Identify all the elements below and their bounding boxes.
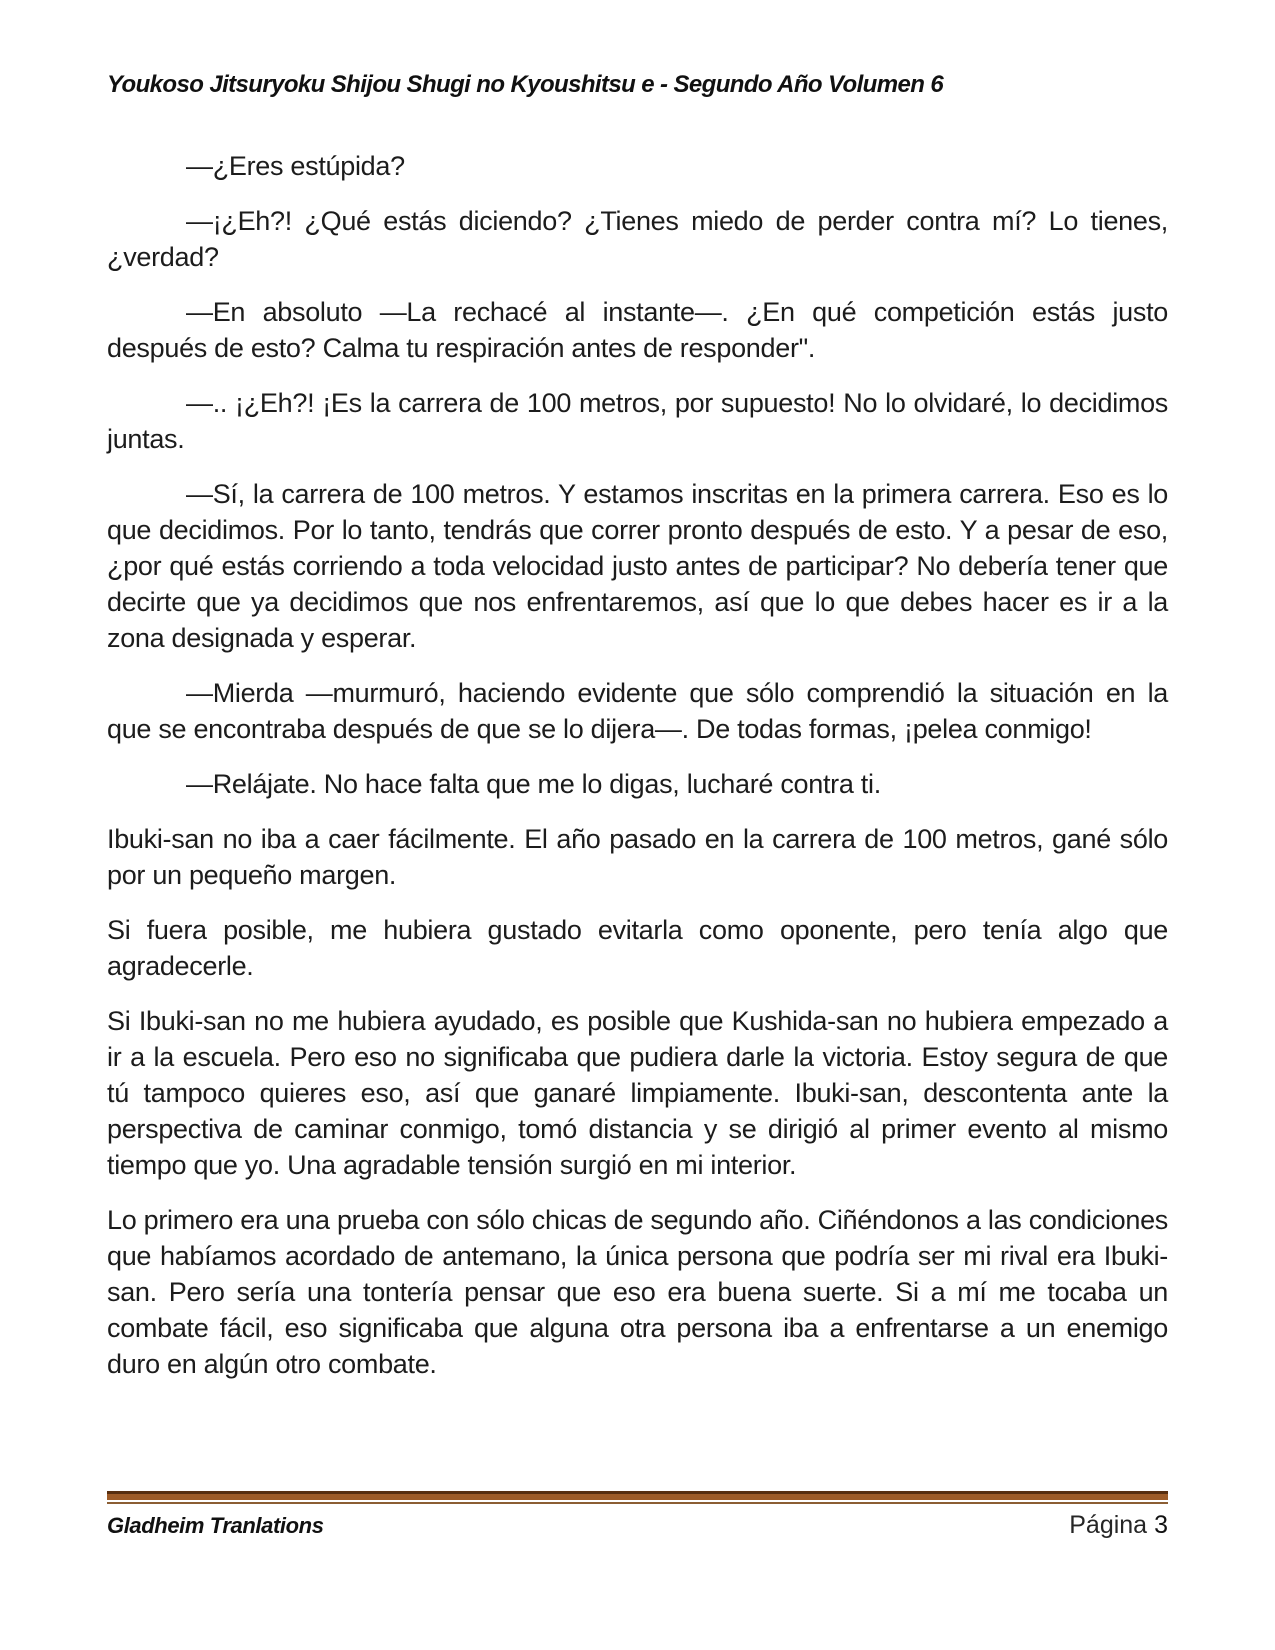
paragraph: Si fuera posible, me hubiera gustado evitarla como oponente, pero tenía algo que agradecerle. — [107, 915, 1168, 981]
paragraph: Ibuki-san no iba a caer fácilmente. El año pasado en la carrera de 100 metros, gané sólo por un pequeño margen. — [107, 824, 1168, 890]
paragraph: —¿Eres estúpida? — [186, 151, 405, 181]
footer-rule-thin-line — [107, 1502, 1168, 1504]
paragraph: Lo primero era una prueba con sólo chicas de segundo año. Ciñéndonos a las condiciones que habíamos acordado de antemano, la única persona que podría ser mi rival era Ibuki-san. Pero sería una tontería pensar que eso era buena suerte. Si a mí me tocaba un combate fácil, eso significaba que alguna otra persona iba a enfrentarse a un enemigo duro en algún otro combate. — [107, 1205, 1168, 1379]
body-text — [107, 148, 1168, 1382]
translator-credit: Gladheim Tranlations — [107, 1513, 324, 1538]
page-number-label: Página — [1069, 1511, 1148, 1539]
paragraph: —Mierda —murmuró, haciendo evidente que sólo comprendió la situación en la que se encontraba después de que se lo dijera—. De todas formas, ¡pelea conmigo! — [107, 678, 1168, 744]
paragraph: —.. ¡¿Eh?! ¡Es la carrera de 100 metros, por supuesto! No lo olvidaré, lo decidimos juntas. — [107, 388, 1168, 454]
page-number-value: 3 — [1154, 1511, 1168, 1539]
page-number — [1069, 1511, 1168, 1540]
footer-rule — [107, 1491, 1168, 1504]
paragraph: —Sí, la carrera de 100 metros. Y estamos inscritas en la primera carrera. Eso es lo que decidimos. Por lo tanto, tendrás que correr pronto después de esto. Y a pesar de eso, ¿por qué estás corriendo a toda velocidad justo antes de participar? No debería tener que decirte que ya decidimos que nos enfrentaremos, así que lo que debes hacer es ir a la zona designada y esperar. — [107, 479, 1168, 653]
paragraph: —En absoluto —La rechacé al instante—. ¿En qué competición estás justo después de esto? Calma tu respiración antes de responder". — [107, 297, 1168, 363]
paragraph: —Relájate. No hace falta que me lo digas, lucharé contra ti. — [186, 769, 881, 799]
paragraph: —¡¿Eh?! ¿Qué estás diciendo? ¿Tienes miedo de perder contra mí? Lo tienes, ¿verdad? — [107, 206, 1168, 272]
page-header-title: Youkoso Jitsuryoku Shijou Shugi no Kyoushitsu e - Segundo Año Volumen 6 — [107, 71, 944, 98]
page-footer — [107, 1491, 1168, 1540]
page-content — [107, 70, 1168, 1401]
paragraph: Si Ibuki-san no me hubiera ayudado, es posible que Kushida-san no hubiera empezado a ir a la escuela. Pero eso no significaba que pudiera darle la victoria. Estoy segura de que tú tampoco quieres eso, así que ganaré limpiamente. Ibuki-san, descontenta ante la perspectiva de caminar conmigo, tomó distancia y se dirigió al primer evento al mismo tiempo que yo. Una agradable tensión surgió en mi interior. — [107, 1006, 1168, 1180]
footer-row — [107, 1511, 1168, 1540]
